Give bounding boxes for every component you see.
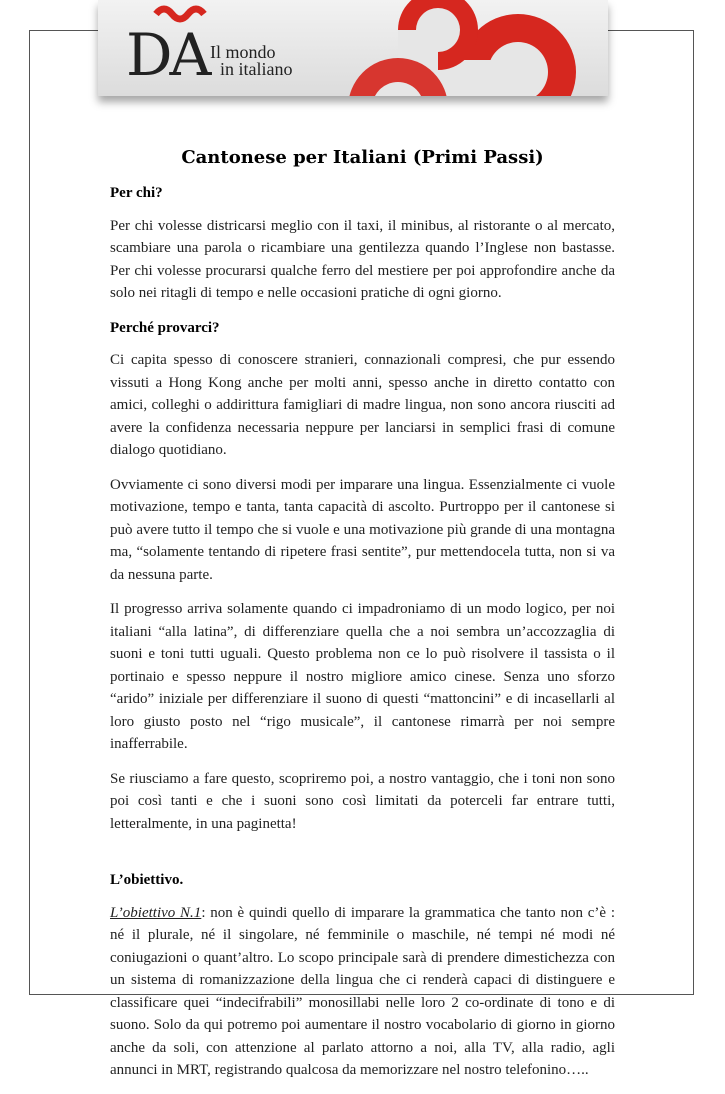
- paragraph: Ovviamente ci sono diversi modi per imparare una lingua. Essenzialmente ci vuole motivazione, tempo e tanta, tanta capacità di ascolto. Purtroppo per il cantonese si può avere tutto il tempo che si vuole e una motivazione più grande di una montagna ma, “solamente tentando di ripetere frasi sentite”, pur mettendocela tutta, non si va da nessuna parte.: [110, 476, 615, 583]
- document-title: Cantonese per Italiani (Primi Passi): [181, 147, 544, 168]
- logo-mark: DA: [126, 21, 209, 89]
- paragraph: Per chi volesse districarsi meglio con il taxi, il minibus, al ristorante o al mercato, scambiare una parola o ricambiare una gentilezza quando l’Inglese non bastasse. Per chi volesse procurarsi qualche ferro del mestiere per poi approfondire anche da solo nei ritagli di tempo e nelle occasioni pratiche di ogni giorno.: [110, 217, 615, 301]
- section-heading-perche: Perché provarci?: [110, 319, 220, 336]
- paragraph: Se riusciamo a fare questo, scopriremo poi, a nostro vantaggio, che i toni non sono poi così tanti e che i suoni sono così limitati da poterceli far entrare tutti, letteralmente, in una paginetta!: [110, 770, 615, 832]
- obiettivo-text: : non è quindi quello di imparare la grammatica che tanto non c’è : né il plurale, né il singolare, né femminile o maschile, né tempi né modi né coniugazioni o quant’altro. Lo scopo principale sarà di prendere dimestichezza con un sistema di romanizzazione della lingua che ci renderà capaci di distinguere e classificare quei “indecifrabili” monosillabi nelle loro 2 co-ordinate di tono e di suono. Solo da qui potremo poi aumentare il nostro vocabolario di giorno in giorno anche da soli, con attenzione al parlato attorno a noi, alla TV, alla radio, agli annunci in MRT, registrando qualcosa da memorizzare nel nostro telefonino…..: [110, 904, 615, 1078]
- logo-tagline: [210, 44, 292, 78]
- logo-tagline-line2: in italiano: [220, 59, 293, 79]
- paragraph: Ci capita spesso di conoscere stranieri, connazionali compresi, che pur essendo vissuti a Hong Kong anche per molti anni, spesso anche in diretto contatto con amici, colleghi o addirittura famigliari di madre lingua, non sono ancora riusciti ad avere la confidenza necessaria neppure per lanciarsi in semplici frasi di comune dialogo quotidiano.: [110, 352, 615, 458]
- spacer: [110, 847, 615, 869]
- obiettivo-label: L’obiettivo N.1: [110, 904, 202, 921]
- document-body: [110, 140, 615, 1094]
- paragraph: [110, 902, 615, 1082]
- header-banner: [98, 0, 608, 96]
- section-heading-per-chi: Per chi?: [110, 185, 163, 201]
- section-heading-obiettivo: L’obiettivo.: [110, 872, 184, 888]
- paragraph: Il progresso arriva solamente quando ci impadroniamo di un modo logico, per noi italiani “alla latina”, di differenziare quella che a noi sembra un’accozzaglia di suoni e toni tutti uguali. Questo problema non ce lo può risolvere il tassista o il portinaio e spesso neppure il nostro migliore amico cinese. Senza uno sforzo “arido” iniziale per differenziare il suono di questi “mattoncini” e di incasellarli al loro giusto posto nel “rigo musicale”, il cantonese rimarrà per noi sempre inafferrabile.: [110, 601, 615, 752]
- logo-tagline-line1: Il mondo: [210, 42, 276, 62]
